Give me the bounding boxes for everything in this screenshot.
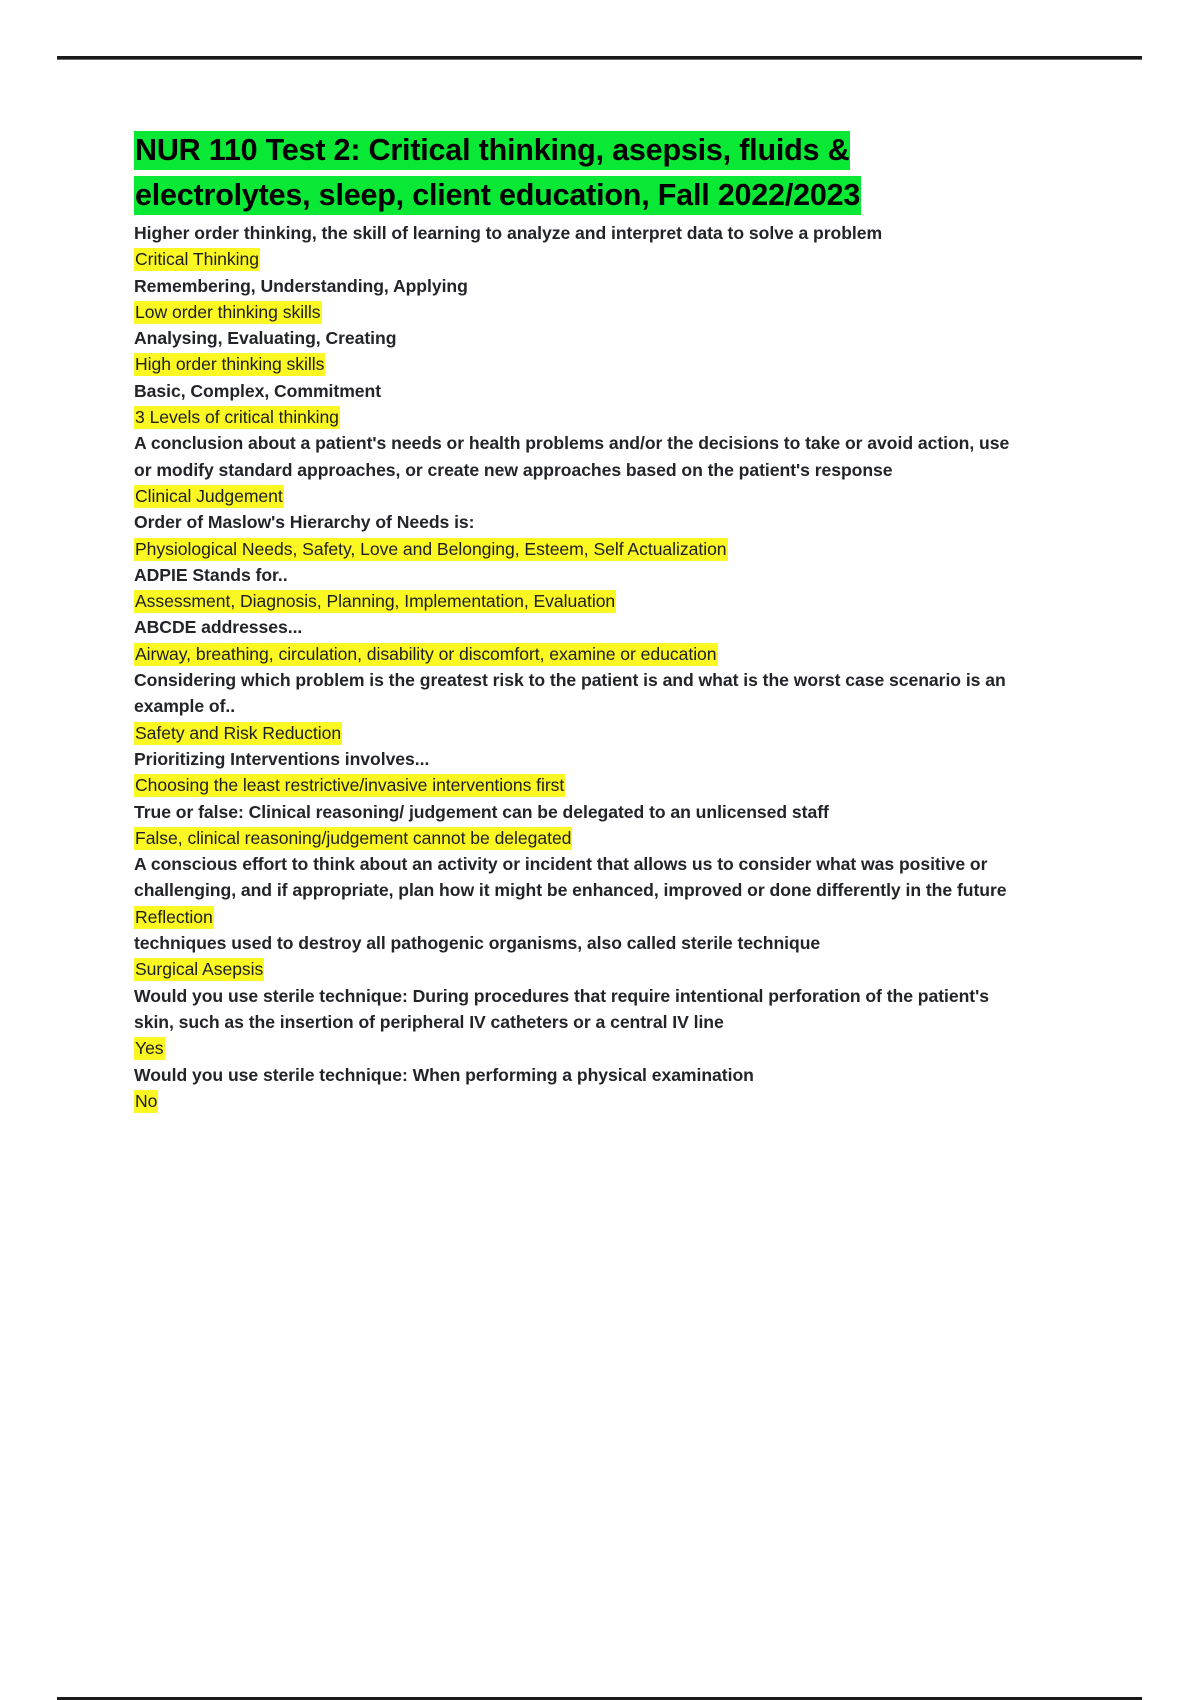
- question-answer-list: [134, 220, 1014, 1114]
- qa-answer-highlight: 3 Levels of critical thinking: [135, 407, 339, 428]
- qa-answer: [134, 351, 1014, 377]
- qa-answer-highlight: High order thinking skills: [135, 354, 325, 375]
- qa-answer: [134, 904, 1014, 930]
- qa-answer-highlight: Safety and Risk Reduction: [135, 722, 342, 743]
- top-divider-rule: [57, 56, 1142, 59]
- qa-prompt: Remembering, Understanding, Applying: [134, 275, 468, 296]
- qa-answer-highlight: Critical Thinking: [135, 249, 259, 270]
- qa-answer: [134, 1035, 1014, 1061]
- qa-answer: [134, 588, 1014, 614]
- qa-answer-highlight: Airway, breathing, circulation, disability or discomfort, examine or education: [135, 643, 717, 664]
- qa-answer-highlight: Low order thinking skills: [135, 301, 321, 322]
- qa-answer: [134, 536, 1014, 562]
- qa-prompt: A conclusion about a patient's needs or health problems and/or the decisions to take or avoid action, use or modify standard approaches, or create new approaches based on the patient's response: [134, 433, 1010, 480]
- qa-answer-highlight: Clinical Judgement: [135, 485, 283, 506]
- qa-answer: [134, 720, 1014, 746]
- qa-prompt: Would you use sterile technique: During procedures that require intentional perforation of the patient's skin, such as the insertion of peripheral IV catheters or a central IV line: [134, 985, 989, 1032]
- qa-prompt: ABCDE addresses...: [134, 617, 303, 638]
- qa-answer: [134, 825, 1014, 851]
- qa-answer: [134, 1088, 1014, 1114]
- qa-answer-highlight: No: [135, 1090, 158, 1111]
- qa-prompt: Prioritizing Interventions involves...: [134, 748, 430, 769]
- page-title-highlight: NUR 110 Test 2: Critical thinking, asepsis, fluids & electrolytes, sleep, client education, Fall 2022/2023: [134, 131, 861, 215]
- document-body: [134, 128, 1014, 1114]
- qa-answer-highlight: Yes: [135, 1038, 164, 1059]
- qa-prompt: Basic, Complex, Commitment: [134, 380, 382, 401]
- page-title: [134, 128, 1014, 218]
- qa-prompt: A conscious effort to think about an activity or incident that allows us to consider what was positive or challenging, and if appropriate, plan how it might be enhanced, improved or done differently in the future: [134, 854, 1007, 901]
- qa-prompt: Order of Maslow's Hierarchy of Needs is:: [134, 512, 475, 533]
- qa-answer-highlight: Choosing the least restrictive/invasive interventions first: [135, 775, 565, 796]
- qa-answer-highlight: False, clinical reasoning/judgement cannot be delegated: [135, 827, 572, 848]
- qa-answer: [134, 641, 1014, 667]
- qa-answer-highlight: Physiological Needs, Safety, Love and Belonging, Esteem, Self Actualization: [135, 538, 727, 559]
- qa-prompt: ADPIE Stands for..: [134, 564, 288, 585]
- qa-answer-highlight: Reflection: [135, 906, 213, 927]
- qa-answer: [134, 483, 1014, 509]
- qa-prompt: Considering which problem is the greatest risk to the patient is and what is the worst case scenario is an example of..: [134, 670, 1006, 717]
- qa-answer: [134, 299, 1014, 325]
- qa-answer: [134, 404, 1014, 430]
- qa-answer-highlight: Surgical Asepsis: [135, 959, 264, 980]
- qa-answer: [134, 956, 1014, 982]
- qa-prompt: True or false: Clinical reasoning/ judgement can be delegated to an unlicensed staff: [134, 801, 829, 822]
- qa-prompt: techniques used to destroy all pathogenic organisms, also called sterile technique: [134, 933, 821, 954]
- qa-answer-highlight: Assessment, Diagnosis, Planning, Implementation, Evaluation: [135, 591, 616, 612]
- qa-prompt: Higher order thinking, the skill of learning to analyze and interpret data to solve a problem: [134, 223, 883, 243]
- qa-answer: [134, 772, 1014, 798]
- qa-prompt: Would you use sterile technique: When performing a physical examination: [134, 1064, 754, 1085]
- qa-prompt: Analysing, Evaluating, Creating: [134, 328, 397, 349]
- qa-answer: [134, 246, 1014, 272]
